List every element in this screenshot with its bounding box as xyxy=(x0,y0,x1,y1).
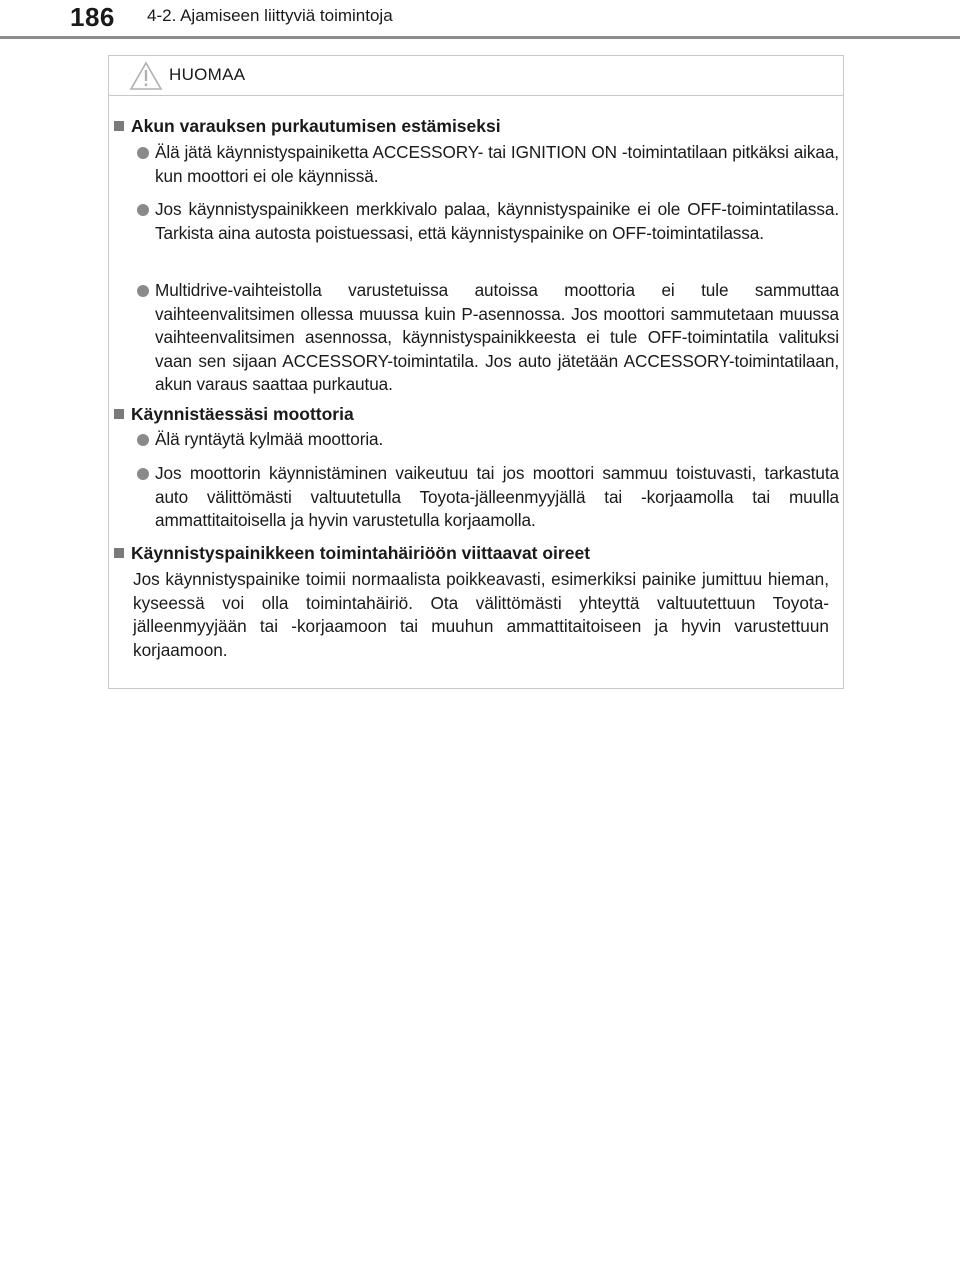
page-header xyxy=(0,0,960,40)
list-item-text: Multidrive-vaihteistolla varustetuissa autoissa moottoria ei tule sammuttaa vaihteenvalitsimen ollessa muussa kuin P-asennossa. Jos moottori sammutetaan muussa vaihteenvalitsimen asennossa, käynnistyspainikkeesta ei tule OFF-toimintatila valituksi vaan sen sijaan ACCESSORY-toimintatila. Jos auto jätetään ACCESSORY-toimintatilaan, akun varaus saattaa purkautua. xyxy=(155,280,839,395)
warning-triangle-icon xyxy=(129,61,163,91)
notice-label: HUOMAA xyxy=(169,65,246,84)
list-item-text: Älä jätä käynnistyspainiketta ACCESSORY- tai IGNITION ON -toimintatilaan pitkäksi aikaa, kun moottori ei ole käynnissä. xyxy=(155,142,839,186)
bullet-icon xyxy=(137,147,149,159)
square-bullet-icon xyxy=(114,121,124,131)
section-heading: Käynnistäessäsi moottoria xyxy=(114,404,354,425)
bullet-icon xyxy=(137,285,149,297)
notice-header xyxy=(109,56,843,96)
section-paragraph: Jos käynnistyspainike toimii normaalista poikkeavasti, esimerkiksi painike jumittuu hieman, kyseessä voi olla toimintahäiriö. Ota välittömästi yhteyttä valtuutettuun Toyota-jälleenmyyjään tai -korjaamoon tai muuhun ammattitaitoiseen ja hyvin varustettuun korjaamoon. xyxy=(133,569,829,660)
bullet-icon xyxy=(137,434,149,446)
list-item-text: Jos moottorin käynnistäminen vaikeutuu tai jos moottori sammuu toistuvasti, tarkastuta auto välittömästi valtuutetulla Toyota-jälleenmyyjällä tai -korjaamolla tai muulla ammattitaitoisella ja hyvin varustetulla korjaamolla. xyxy=(155,463,839,531)
list-item-text: Jos käynnistyspainikkeen merkkivalo palaa, käynnistyspainike ei ole OFF-toimintatilassa. Tarkista aina autosta poistuessasi, että käynnistyspainike on OFF-toimintatilassa. xyxy=(155,199,839,243)
section-title: 4-2. Ajamiseen liittyviä toimintoja xyxy=(147,6,393,25)
list-item-text: Älä ryntäytä kylmää moottoria. xyxy=(155,429,384,449)
notice-box xyxy=(108,55,844,689)
bullet-icon xyxy=(137,468,149,480)
section-heading: Akun varauksen purkautumisen estämiseksi xyxy=(114,116,501,137)
square-bullet-icon xyxy=(114,409,124,419)
bullet-icon xyxy=(137,204,149,216)
square-bullet-icon xyxy=(114,548,124,558)
header-divider xyxy=(0,36,960,39)
section-heading: Käynnistyspainikkeen toimintahäiriöön viittaavat oireet xyxy=(114,543,590,564)
page-number: 186 xyxy=(70,2,115,32)
